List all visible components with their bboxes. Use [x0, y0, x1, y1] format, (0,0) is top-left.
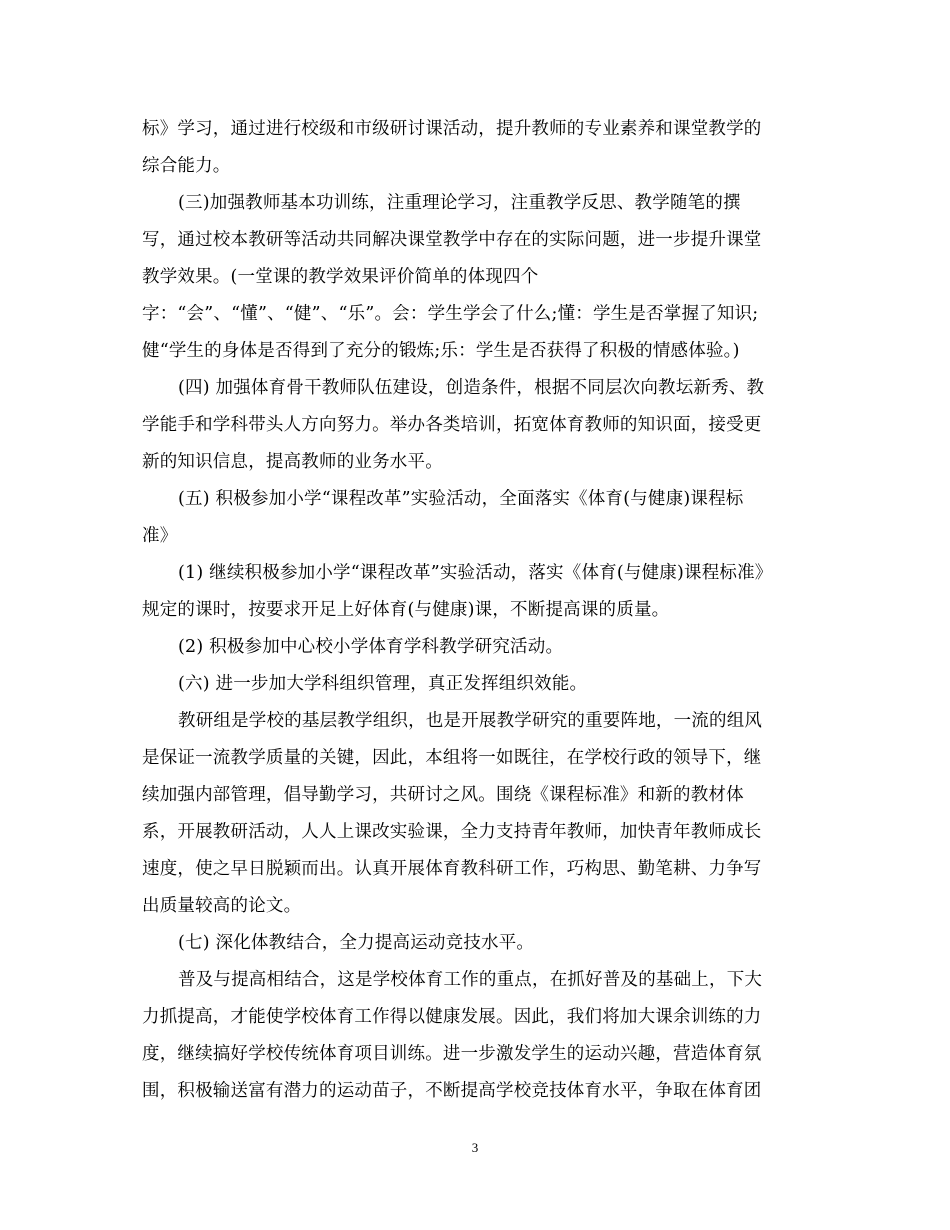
text-line: (七) 深化体教结合，全力提高运动竞技水平。 [178, 933, 535, 953]
text-line: 教学效果。(一堂课的教学效果评价简单的体现四个 [142, 267, 539, 287]
text-line: 学能手和学科带头人方向努力。举办各类培训，拓宽体育教师的知识面，接受更 [142, 415, 762, 435]
text-line: 度，继续搞好学校传统体育项目训练。进一步激发学生的运动兴趣，营造体育氛 [142, 1044, 762, 1064]
text-line: 字：“会”、“懂”、“健”、“乐”。会：学生学会了什么;懂：学生是否掌握了知识; [142, 304, 759, 324]
text-line: 围，积极输送富有潜力的运动苗子，不断提高学校竞技体育水平，争取在体育团 [142, 1081, 762, 1101]
text-line: 新的知识信息，提高教师的业务水平。 [142, 452, 443, 472]
text-line: 普及与提高相结合，这是学校体育工作的重点，在抓好普及的基础上，下大 [178, 970, 763, 990]
text-line: (2) 积极参加中心校小学体育学科教学研究活动。 [178, 637, 564, 657]
text-line: 速度，使之早日脱颖而出。认真开展体育教科研工作，巧构思、勤笔耕、力争写 [142, 859, 762, 879]
text-line: 准》 [142, 526, 178, 546]
text-line: 教研组是学校的基层教学组织，也是开展教学研究的重要阵地，一流的组风 [178, 711, 763, 731]
text-line: 标》学习，通过进行校级和市级研讨课活动，提升教师的专业素养和课堂教学的 [142, 119, 762, 139]
text-line: 系，开展教研活动，人人上课改实验课，全力支持青年教师，加快青年教师成长 [142, 822, 762, 842]
text-line: 规定的课时，按要求开足上好体育(与健康)课，不断提高课的质量。 [142, 600, 670, 620]
text-line: (六) 进一步加大学科组织管理，真正发挥组织效能。 [178, 674, 588, 694]
text-line: 综合能力。 [142, 156, 231, 176]
text-line: 续加强内部管理，倡导勤学习，共研讨之风。围绕《课程标准》和新的教材体 [142, 785, 744, 805]
text-line: 是保证一流教学质量的关键，因此，本组将一如既往，在学校行政的领导下，继 [142, 748, 762, 768]
text-line: (三)加强教师基本功训练，注重理论学习，注重教学反思、教学随笔的撰 [178, 193, 741, 213]
text-line: 出质量较高的论文。 [142, 896, 302, 916]
page-number: 3 [471, 1140, 479, 1155]
text-line: 力抓提高，才能使学校体育工作得以健康发展。因此，我们将加大课余训练的力 [142, 1007, 762, 1027]
text-line: (五) 积极参加小学“课程改革”实验活动，全面落实《体育(与健康)课程标 [178, 489, 744, 509]
text-line: (四) 加强体育骨干教师队伍建设，创造条件，根据不同层次向教坛新秀、教 [178, 378, 765, 398]
text-line: 写，通过校本教研等活动共同解决课堂教学中存在的实际问题，进一步提升课堂 [142, 230, 762, 250]
text-line: (1) 继续积极参加小学“课程改革”实验活动，落实《体育(与健康)课程标准》 [178, 563, 773, 583]
text-line: 健“学生的身体是否得到了充分的锻炼;乐：学生是否获得了积极的情感体验。) [142, 341, 740, 361]
